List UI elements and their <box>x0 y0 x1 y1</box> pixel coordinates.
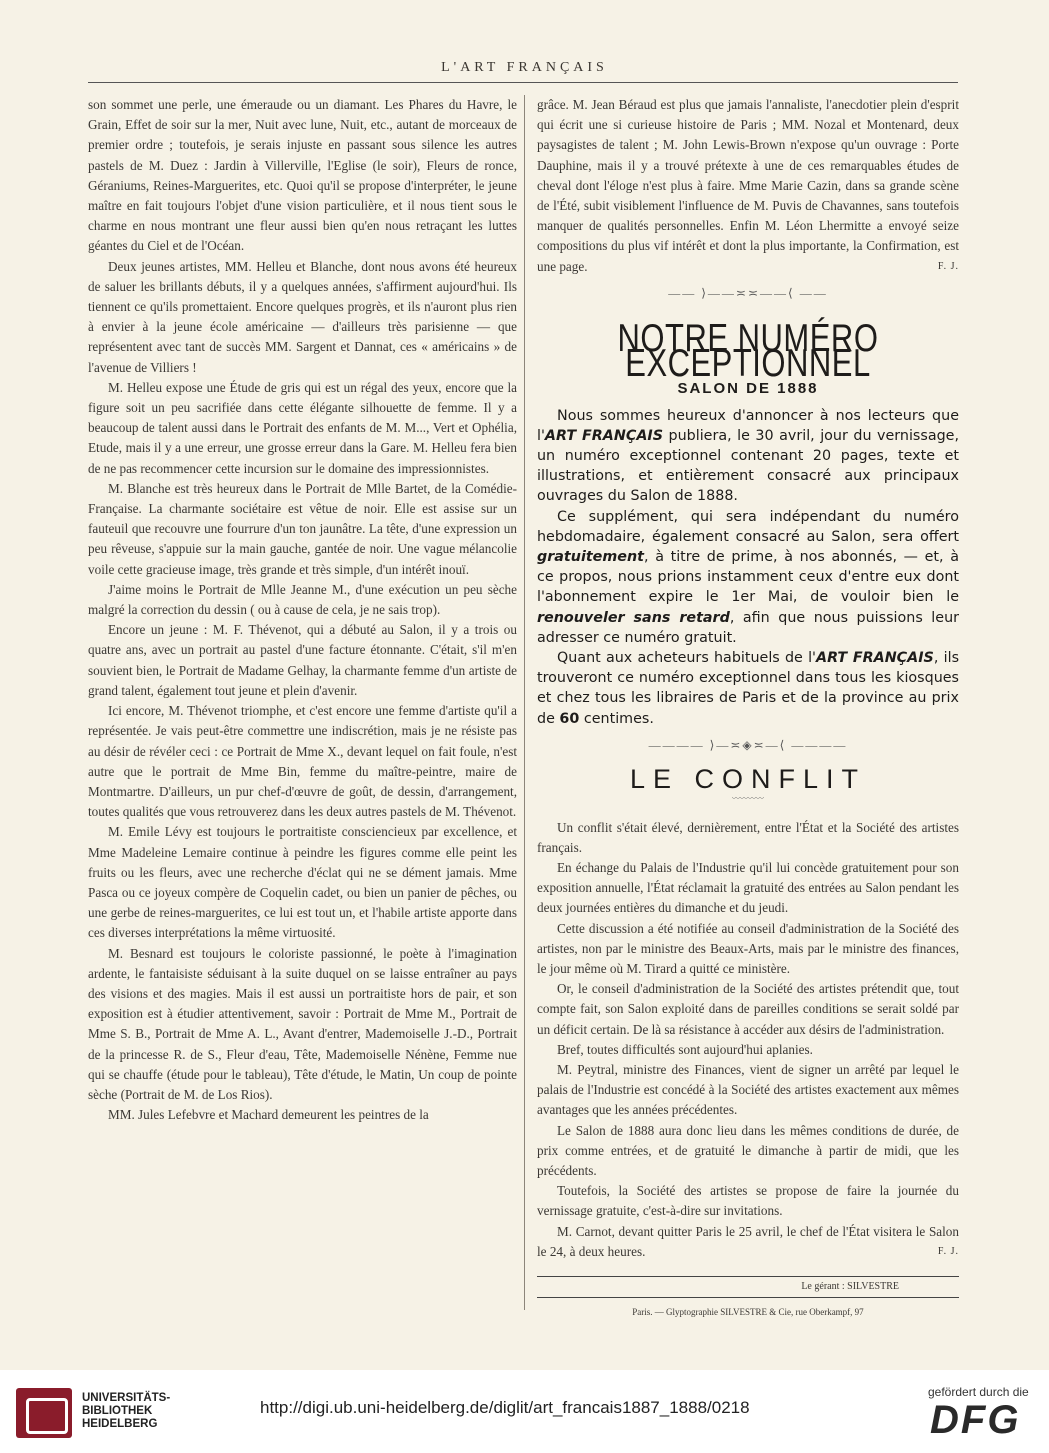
imprint-line: Paris. — Glyptographie SILVESTRE & Cie, rue Oberkampf, 97 <box>632 1307 864 1318</box>
price: 60 <box>559 710 580 727</box>
right-column <box>537 95 959 1322</box>
left-paragraph: Deux jeunes artistes, MM. Helleu et Blanche, dont nous avons été heureux de saluer les brillants débuts, il y a quelques années, s'affirment aujourd'hui. Ils tiennent ce qu'ils promettaient. Encore quelques progrès, et ils n'auront plus rien à envier à la jeune école américaine — d'ailleurs très parisienne — que représentent avec tant de succès MM. Sargent et Dannat, ces « américains » de l'avenue de Villiers ! <box>88 258 517 375</box>
conflit-paragraph: Un conflit s'était élevé, dernièrement, entre l'État et la Société des artistes français. <box>537 819 959 855</box>
dfg-logo: DFG <box>930 1398 1021 1442</box>
notice-title: NOTRE NUMÉRO EXCEPTIONNEL <box>617 315 879 385</box>
text: , afin que nous puissions leur adresser ce numéro gratuit. <box>537 609 960 646</box>
intro-signature: F. J. <box>937 260 959 272</box>
text: Nous sommes heureux d'annoncer à nos lecteurs que l' <box>537 407 959 444</box>
notice-paragraph <box>537 507 959 648</box>
text: Ce supplément, qui sera indépendant du numéro hebdomadaire, également consacré au Salon, sera offert <box>537 508 959 545</box>
notice-paragraph <box>537 648 959 729</box>
conflit-paragraph: En échange du Palais de l'Industrie qu'il lui concède gratuitement pour son exposition annuelle, l'État réclamait la gratuité des entrées au Salon pendant les deux journées entières du dimanche et du jeudi. <box>537 859 959 916</box>
text: , à titre de prime, à nos abonnés, — et, à ce propos, nous prions instamment ceux d'entre eux dont l'abonnement expire le 1er Mai, de vouloir bien le <box>537 549 959 606</box>
text: M. Carnot, devant quitter Paris le 25 avril, le chef de l'État visitera le Salon le 24, à deux heures. <box>537 1223 959 1259</box>
left-paragraph: M. Blanche est très heureux dans le Portrait de Mlle Bartet, de la Comédie-Française. La charmante sociétaire est vêtue de noir. Elle est assise sur un fauteuil que recouvre une fourrure d'un ton jaunâtre. La tête, d'une expression un peu rêveuse, s'appuie sur la main gauche, gantée de noir. Une vague mélancolie voile cette gracieuse image, très grande et très simple, d'un intérêt inouï. <box>88 480 517 577</box>
conflit-paragraph: Or, le conseil d'administration de la Société des artistes prétendit que, tout compte fait, son Salon exploité dans de pareilles conditions se serait soldé par un déficit certain. De là sa résistance à accéder aux désirs de l'administration. <box>537 981 959 1037</box>
notice-body <box>537 406 959 729</box>
conflit-paragraph: M. Peytral, ministre des Finances, vient de signer un arrêté par lequel le palais de l'Industrie est concédé à la Société des artistes exactement aux mêmes avantages que les années précédentes. <box>537 1061 959 1118</box>
text: Quant aux acheteurs habituels de l' <box>557 650 816 667</box>
text: centimes. <box>579 710 654 727</box>
left-paragraph: M. Emile Lévy est toujours le portraitiste consciencieux par excellence, et Mme Madeleine Lemaire continue à peindre les figures comme elle peint les fruits ou les fleurs, avec une recherche d'éclat qui ne se dément jamais. Mme Pasca ou ce joyeux compère de Coquelin cadet, ou bien un panier de pêches, ou une gerbe de reines-marguerites, ce lui est tout un, et l'habile artiste apporte dans ces diverses interprétations la même virtuosité. <box>88 824 517 941</box>
conflit-paragraph: Le Salon de 1888 aura donc lieu dans les mêmes conditions de durée, de prix comme entrées, et de gratuité le dimanche à partir de midi, que les précédents. <box>537 1122 959 1178</box>
gerant-line: Le gérant : SILVESTRE <box>537 1276 959 1298</box>
left-paragraph: Encore un jeune : M. F. Thévenot, qui a débuté au Salon, il y a trois ou quatre ans, avec un portrait au pastel d'une facture étonnante. C'était, s'il m'en souvient bien, le Portrait de Madame Gelhay, la charmante femme d'un artiste de grand talent, également tout jeune et plein d'avenir. <box>88 622 517 698</box>
ornament-divider: —— ⟩——≍≍——⟨ —— <box>668 285 828 300</box>
running-head: L'ART FRANÇAIS <box>441 60 608 75</box>
source-url-link[interactable]: http://digi.ub.uni-heidelberg.de/diglit/art_francais1887_1888/0218 <box>260 1398 750 1417</box>
running-head-rule <box>88 82 958 83</box>
conflit-signature: F. J. <box>937 1245 959 1257</box>
text: , ils trouveront ce numéro exceptionnel dans tous les kiosques et chez tous les libraires de Paris et de la province au prix de <box>537 650 960 727</box>
ornament-divider: ———— ⟩—≍◈≍—⟨ ———— <box>648 737 848 752</box>
funded-by-label: gefördert durch die <box>928 1385 1029 1399</box>
notice-paragraph <box>537 406 959 507</box>
emphasis: gratuitement <box>537 549 644 566</box>
conflit-paragraph <box>537 1222 959 1262</box>
conflit-paragraph: Bref, toutes difficultés sont aujourd'hui aplanies. <box>557 1041 813 1057</box>
conflit-paragraph: Cette discussion a été notifiée au conseil d'administration de la Société des artistes, non par le ministre des Beaux-Arts, mais par le ministre des finances, le jour même où M. Tirard a quitté ce ministère. <box>537 920 959 976</box>
notice-subtitle: SALON DE 1888 <box>677 380 819 398</box>
intro-text: grâce. M. Jean Béraud est plus que jamais l'annaliste, l'anecdotier plein d'esprit qui écrit une si curieuse histoire de Paris ; MM. Nozal et Montenard, deux paysagistes de talent ; M. John Lewis-Brown n'expose qu'un ouvrage : Porte Dauphine, mais il y a trouvé prétexte à une de ces remarquables études de cheval dont l'éloge n'est plus à faire. Mme Marie Cazin, dans sa grande scène de l'Été, subit visiblement l'influence de M. Puvis de Chavannes, sans toutefois manquer de qualités personnelles. Enfin M. Léon Lhermitte a envoyé seize compositions du plus vif intérêt et dont la plus importante, la Confirmation, est une page. <box>537 97 959 274</box>
left-paragraph: M. Besnard est toujours le coloriste passionné, le poète à l'imagination ardente, le fantaisiste séduisant à la suite duquel on se laisse entraîner au pays des visions et des magies. Mais il est aussi un portraitiste hors de pair, et son exposition est à étudier attentivement, savoir : Portrait de Mme M., Portrait de Mme S. B., Portrait de Mme A. L., Avant d'entrer, Mademoiselle J.-D., Portrait de la princesse R. de S., Fleur d'eau, Tête, Mademoiselle Nénène, Femme nue qui se chauffe (étude pour le tableau), Tête d'étude, le Matin, Un coup de pointe sèche (Portrait de M. de Los Rios). <box>88 945 517 1102</box>
left-column <box>88 95 517 1125</box>
journal-name: ART FRANÇAIS <box>544 427 664 444</box>
text: publiera, le 30 avril, jour du vernissage, un numéro exceptionnel contenant 20 pages, texte et illustrations, et entièrement consacré aux principaux ouvrages du Salon de 1888. <box>537 427 959 505</box>
conflit-title: LE CONFLIT <box>629 764 867 795</box>
column-divider <box>524 95 525 1310</box>
library-line: BIBLIOTHEK <box>82 1405 153 1417</box>
left-paragraph: M. Helleu expose une Étude de gris qui est un régal des yeux, encore que la figure soit un peu sacrifiée dans cette élégante silhouette de femme. Il y a beaucoup de talent aussi dans le Portrait des enfants de M. M..., Vert et Ophélia, Etude, mais il y a une erreur, une grosse erreur dans la Gare. M. Helleu fera bien de ne pas recommencer cette incursion sur le domaine des impressionnistes. <box>88 379 517 476</box>
conflit-paragraph: Toutefois, la Société des artistes se propose de faire la journée du vernissage gratuite, c'est-à-dire sur invitations. <box>537 1183 959 1219</box>
library-line: UNIVERSITÄTS- <box>82 1392 171 1404</box>
journal-name: ART FRANÇAIS <box>816 650 934 667</box>
left-paragraph: son sommet une perle, une émeraude ou un diamant. Les Phares du Havre, le Grain, Effet de soir sur la mer, Nuit avec lune, Nuit, etc., autant de morceaux de premier ordre ; toutefois, je serais injuste en passant sous silence les autres pastels de M. Duez : Jardin à Villerville, l'Eglise (le soir), Fleurs de ronce, Géraniums, Reines-Marguerites, etc. Quoi qu'il se propose d'interpréter, le jeune maître en fait toujours l'objet d'une vision particulière, et il nous tient sous le charme en nous montrant une fleur aussi bien qu'en nous retraçant les luttes géantes du Ciel et de l'Océan. <box>88 97 517 254</box>
intro-paragraph <box>537 95 959 277</box>
university-logo-icon <box>16 1388 72 1438</box>
left-paragraph: Ici encore, M. Thévenot triomphe, et c'est encore une femme d'artiste qu'il a représentée. Je vais peut-être commettre une indiscrétion, mais je ne résiste pas au désir de révéler ceci : ce Portrait de Mme X., devant lequel on fait foule, n'est autre que le portrait de Mme Bin, femme du maître-peintre, maire de Montmartre. D'ailleurs, un pur chef-d'œuvre de goût, de dessin, d'arrangement, toutes qualités que vous retrouverez dans les deux autres pastels de M. Thévenot. <box>88 703 517 820</box>
left-paragraph: J'aime moins le Portrait de Mlle Jeanne M., d'une exécution un peu sèche malgré la correction du dessin ( ou à cause de cela, je ne sais trop). <box>88 581 517 618</box>
squiggle-ornament: 〰〰〰〰 <box>732 794 764 804</box>
library-name <box>82 1392 170 1431</box>
emphasis: renouveler sans retard <box>537 609 730 626</box>
left-paragraph: MM. Jules Lefebvre et Machard demeurent les peintres de la <box>108 1107 429 1123</box>
library-line: HEIDELBERG <box>82 1418 158 1430</box>
